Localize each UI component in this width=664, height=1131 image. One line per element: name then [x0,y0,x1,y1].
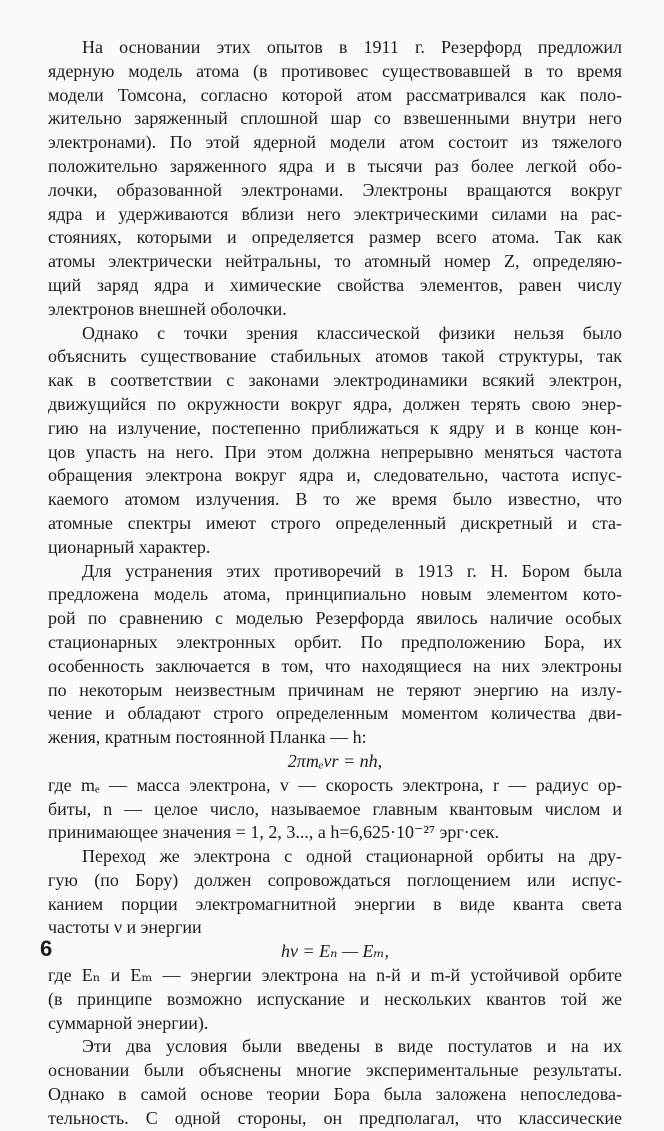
text-line: по некоторым неизвестным причинам не теряют энергию на излу- [48,679,622,700]
text-line: ядерную модель атома (в противовес существовавшей в то время [48,60,622,81]
text-line: Однако с точки зрения классической физики нельзя было [82,322,622,343]
text-line: жения, кратным постоянной Планка — h: [48,727,367,748]
text-line: Переход же электрона с одной стационарной орбиты на дру- [82,846,622,867]
text-line: гию на излучение, постепенно приближаться к ядру и в конце кон- [48,417,622,438]
text-line: обращения электрона вокруг ядра и, следовательно, частота испус- [48,465,622,486]
text-line: тельность. С одной стороны, он предполагал, что классические [48,1107,622,1128]
text-line: цов упасть на него. При этом должна непрерывно меняться частота [48,441,622,462]
text-line: электронов внешней оболочки. [48,298,287,319]
formula-line: hν = Eₙ — Eₘ, [281,941,389,962]
text-line: суммарной энергии). [48,1012,209,1033]
text-line: электронами). По этой ядерной модели атом состоит из тяжелого [48,132,622,153]
text-line: биты, n — целое число, называемое главным квантовым числом и [48,798,622,819]
text-line: Эти два условия были введены в виде постулатов и на их [82,1036,622,1057]
text-line: модели Томсона, согласно которой атом рассматривался как поло- [48,84,622,105]
text-line: Однако в самой основе теории Бора была заложена непоследова- [48,1084,622,1105]
text-line: атомные спектры имеют строго определенный дискретный и ста- [48,512,622,533]
text-line: лочки, образованной электронами. Электроны вращаются вокруг [48,179,622,200]
formula-line: 2πmₑvr = nh, [287,750,383,771]
text-line: движущийся по окружности вокруг ядра, должен терять свою энер- [48,393,622,414]
page-number: 6 [40,936,53,961]
text-line: атомы электрически нейтральны, то атомный номер Z, определяю- [48,251,622,272]
text-line: щий заряд ядра и химические свойства элементов, равен числу [48,274,622,295]
text-line: частоты ν и энергии [48,917,202,938]
text-line: каемого атомом излучения. В то же время было известно, что [48,489,622,510]
text-line: объяснить существование стабильных атомов такой структуры, так [48,346,622,367]
text-line: На основании этих опытов в 1911 г. Резерфорд предложил [82,37,622,57]
text-line: где Eₙ и Eₘ — энергии электрона на n-й и m-й устойчивой орбите [48,965,622,986]
text-line: стояниях, которыми и определяется размер всего атома. Так как [48,227,622,248]
text-line: (в принципе возможно испускание и нескольких квантов той же [48,988,622,1009]
text-line: рой по сравнению с моделью Резерфорда явилось наличие особых [48,608,622,629]
text-line: положительно заряженного ядра и в тысячи раз более легкой обо- [48,155,622,176]
text-line: где mₑ — масса электрона, v — скорость электрона, r — радиус ор- [48,774,622,795]
text-line: жительно заряженный сплошной шар со взвешенными внутри него [48,108,622,129]
text-line: предложена модель атома, принципиально новым элементом кото- [48,584,622,605]
text-line: Для устранения этих противоречий в 1913 г. Н. Бором была [82,560,622,581]
text-line: как в соответствии с законами электродинамики всякий электрон, [48,370,622,391]
text-line: основании были объяснены многие экспериментальные результаты. [48,1060,622,1081]
text-line: особенность заключается в том, что находящиеся на них электроны [48,655,622,676]
text-line: стационарных электронных орбит. По предположению Бора, их [48,631,622,652]
text-line: ционарный характер. [48,536,211,557]
text-line: ядра и удерживаются вблизи него электрическими силами на рас- [48,203,622,224]
body-text [48,36,622,1131]
text-line: принимающее значения = 1, 2, 3..., а h=6,625·10⁻²⁷ эрг·сек. [48,822,500,843]
text-line: гую (по Бору) должен сопровождаться поглощением или испус- [48,869,622,890]
text-line: канием порции электромагнитной энергии в виде кванта света [48,893,622,914]
text-line: чение и обладают строго определенным моментом количества дви- [48,703,622,724]
